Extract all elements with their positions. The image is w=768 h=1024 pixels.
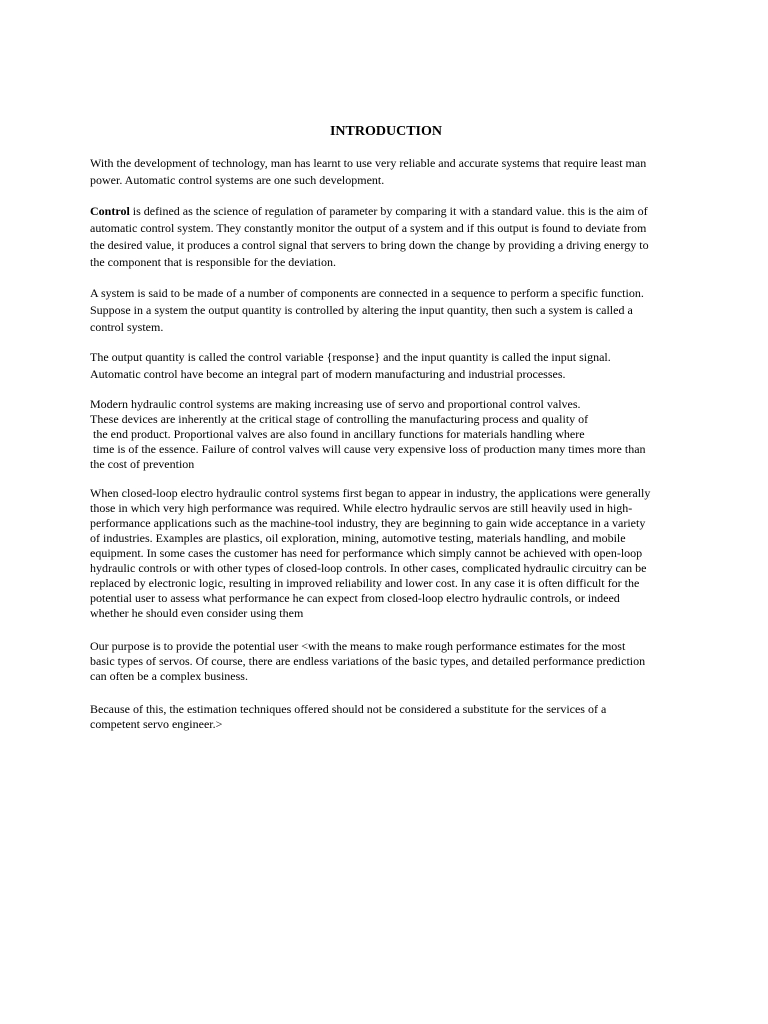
text-line: whether he should even consider using them	[90, 606, 304, 620]
paragraph-closed-loop	[90, 486, 680, 621]
text-line: the desired value, it produces a control signal that servers to bring down the change by providing a driving energy to	[90, 238, 649, 252]
paragraph-intro	[90, 155, 680, 189]
text-line: performance applications such as the machine-tool industry, they are beginning to gain wide acceptance in a variety	[90, 516, 646, 530]
text-line: hydraulic controls or with other types of closed-loop controls. In other cases, complicated hydraulic circuitry can be	[90, 561, 647, 575]
text-line: can often be a complex business.	[90, 669, 248, 683]
bold-term: Control	[90, 204, 130, 218]
paragraph-purpose	[90, 639, 680, 684]
text-line: Our purpose is to provide the potential user <with the means to make rough performance estimates for the most	[90, 639, 626, 653]
text-line	[90, 203, 680, 220]
text-line: potential user to assess what performance he can expect from closed-loop electro hydraulic controls, or indeed	[90, 591, 620, 605]
text-line: the cost of prevention	[90, 457, 195, 471]
paragraph-output-quantity	[90, 349, 680, 383]
text-line: equipment. In some cases the customer has need for performance which simply cannot be achieved with open-loop	[90, 546, 643, 560]
paragraph-system	[90, 285, 680, 336]
text-line: Suppose in a system the output quantity is controlled by altering the input quantity, then such a system is called a	[90, 303, 633, 317]
paragraph-hydraulic-systems	[90, 397, 680, 472]
text-line: When closed-loop electro hydraulic control systems first began to appear in industry, the applications were generally	[90, 486, 651, 500]
text-segment: is defined as the science of regulation of parameter by comparing it with a standard value. this is the aim of	[129, 204, 648, 218]
text-line: Modern hydraulic control systems are making increasing use of servo and proportional control valves.	[90, 397, 581, 411]
text-line: those in which very high performance was required. While electro hydraulic servos are still heavily used in high-	[90, 501, 633, 515]
text-line: the end product. Proportional valves are also found in ancillary functions for materials handling where	[90, 427, 585, 441]
paragraph-conclusion	[90, 702, 680, 732]
text-line: Because of this, the estimation techniques offered should not be considered a substitute for the services of a	[90, 702, 607, 716]
text-line: of industries. Examples are plastics, oil exploration, mining, automotive testing, materials handling, and mobile	[90, 531, 626, 545]
text-line: time is of the essence. Failure of control valves will cause very expensive loss of production many times more than	[90, 442, 646, 456]
text-line: control system.	[90, 320, 164, 334]
page-title: INTRODUCTION	[329, 124, 442, 139]
text-line: With the development of technology, man has learnt to use very reliable and accurate systems that require least man	[90, 156, 647, 170]
text-line: power. Automatic control systems are one such development.	[90, 173, 385, 187]
text-line: replaced by electronic logic, resulting in improved reliability and lower cost. In any case it is often difficult for the	[90, 576, 640, 590]
text-line: basic types of servos. Of course, there are endless variations of the basic types, and detailed performance prediction	[90, 654, 646, 668]
text-line: Automatic control have become an integral part of modern manufacturing and industrial processes.	[90, 367, 566, 381]
text-line: the component that is responsible for the deviation.	[90, 255, 336, 269]
text-line: The output quantity is called the control variable {response} and the input quantity is called the input signal.	[90, 350, 611, 364]
text-line: automatic control system. They constantly monitor the output of a system and if this output is found to deviate from	[90, 221, 647, 235]
text-line: These devices are inherently at the critical stage of controlling the manufacturing process and quality of	[90, 412, 589, 426]
paragraph-control-definition	[90, 203, 680, 271]
text-line: competent servo engineer.>	[90, 717, 223, 731]
text-line: A system is said to be made of a number of components are connected in a sequence to perform a specific function.	[90, 286, 644, 300]
